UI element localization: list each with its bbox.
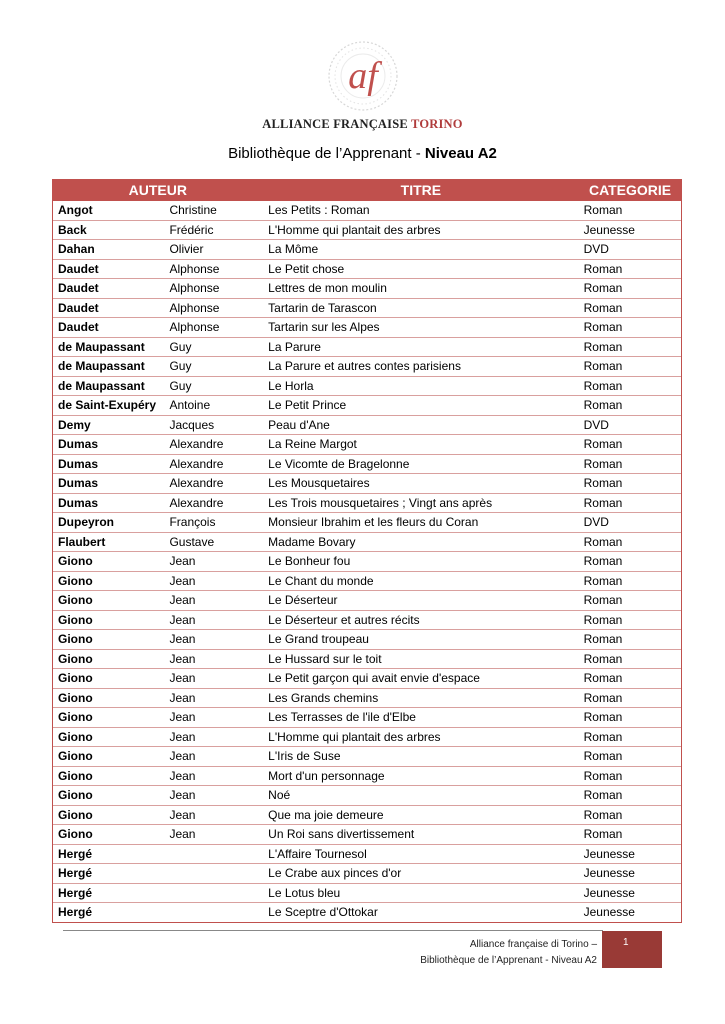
cell-titre: Les Trois mousquetaires ; Vingt ans après [263, 493, 578, 513]
cell-nom: de Saint-Exupéry [53, 396, 165, 416]
cell-titre: Lettres de mon moulin [263, 279, 578, 299]
cell-nom: de Maupassant [53, 376, 165, 396]
cell-titre: Le Petit chose [263, 259, 578, 279]
cell-titre: Les Mousquetaires [263, 474, 578, 494]
cell-titre: L'Affaire Tournesol [263, 844, 578, 864]
table-row [53, 688, 682, 708]
cell-titre: Le Sceptre d'Ottokar [263, 903, 578, 923]
cell-nom: Dahan [53, 240, 165, 260]
footer-line-2: Bibliothèque de l’Apprenant - Niveau A2 [420, 955, 597, 966]
cell-categorie: Roman [579, 747, 682, 767]
cell-prenom: Frédéric [164, 220, 263, 240]
cell-categorie: DVD [579, 513, 682, 533]
cell-prenom: Alexandre [164, 454, 263, 474]
cell-nom: Hergé [53, 883, 165, 903]
cell-nom: Dumas [53, 454, 165, 474]
cell-prenom: Jean [164, 571, 263, 591]
brand-name-part1: ALLIANCE FRANÇAISE [262, 117, 408, 131]
cell-prenom [164, 903, 263, 923]
table-row [53, 786, 682, 806]
cell-nom: Giono [53, 610, 165, 630]
cell-prenom: Christine [164, 201, 263, 221]
cell-prenom: Jean [164, 552, 263, 572]
cell-prenom: Alphonse [164, 298, 263, 318]
cell-nom: Hergé [53, 903, 165, 923]
table-row [53, 318, 682, 338]
cell-categorie: Roman [579, 337, 682, 357]
cell-categorie: Roman [579, 532, 682, 552]
cell-prenom [164, 844, 263, 864]
cell-nom: Angot [53, 201, 165, 221]
cell-categorie: Roman [579, 435, 682, 455]
cell-nom: Daudet [53, 298, 165, 318]
cell-categorie: Jeunesse [579, 220, 682, 240]
cell-prenom [164, 864, 263, 884]
cell-prenom: Jean [164, 630, 263, 650]
column-header-titre: TITRE [263, 180, 578, 201]
table-row [53, 220, 682, 240]
cell-nom: Giono [53, 552, 165, 572]
cell-titre: Le Lotus bleu [263, 883, 578, 903]
cell-nom: Giono [53, 591, 165, 611]
cell-nom: Giono [53, 630, 165, 650]
cell-nom: Dupeyron [53, 513, 165, 533]
cell-categorie: Roman [579, 610, 682, 630]
footer-divider [63, 930, 603, 931]
table-row [53, 259, 682, 279]
cell-categorie: Roman [579, 786, 682, 806]
cell-categorie: Roman [579, 708, 682, 728]
cell-categorie: Roman [579, 357, 682, 377]
cell-categorie: Roman [579, 552, 682, 572]
footer-line-1: Alliance française di Torino – [469, 939, 597, 950]
cell-categorie: Roman [579, 318, 682, 338]
cell-titre: Peau d'Ane [263, 415, 578, 435]
cell-categorie: Roman [579, 805, 682, 825]
cell-prenom: Jean [164, 747, 263, 767]
cell-titre: Un Roi sans divertissement [263, 825, 578, 845]
column-header-categorie: CATEGORIE [579, 180, 682, 201]
cell-titre: Le Crabe aux pinces d'or [263, 864, 578, 884]
cell-categorie: Roman [579, 727, 682, 747]
table-row [53, 337, 682, 357]
cell-titre: La Parure et autres contes parisiens [263, 357, 578, 377]
cell-nom: Daudet [53, 318, 165, 338]
document-title [0, 145, 725, 162]
cell-titre: Le Petit garçon qui avait envie d'espace [263, 669, 578, 689]
table-row [53, 279, 682, 299]
cell-categorie: Jeunesse [579, 864, 682, 884]
table-row [53, 493, 682, 513]
cell-prenom: Jean [164, 805, 263, 825]
cell-prenom: Jean [164, 649, 263, 669]
table-row [53, 474, 682, 494]
cell-prenom: Jean [164, 688, 263, 708]
cell-titre: Le Horla [263, 376, 578, 396]
cell-categorie: DVD [579, 240, 682, 260]
cell-nom: Flaubert [53, 532, 165, 552]
cell-nom: Giono [53, 766, 165, 786]
cell-categorie: DVD [579, 415, 682, 435]
table-row [53, 825, 682, 845]
table-body [53, 201, 682, 923]
cell-categorie: Roman [579, 454, 682, 474]
cell-titre: L'Homme qui plantait des arbres [263, 727, 578, 747]
cell-titre: Le Chant du monde [263, 571, 578, 591]
cell-categorie: Roman [579, 493, 682, 513]
cell-titre: La Môme [263, 240, 578, 260]
cell-nom: Giono [53, 786, 165, 806]
page-number: 1 [623, 937, 629, 948]
cell-titre: Noé [263, 786, 578, 806]
cell-prenom: Jean [164, 766, 263, 786]
cell-nom: Demy [53, 415, 165, 435]
cell-prenom: Jean [164, 825, 263, 845]
cell-nom: de Maupassant [53, 337, 165, 357]
cell-categorie: Roman [579, 688, 682, 708]
cell-prenom: Alphonse [164, 259, 263, 279]
cell-prenom: Alexandre [164, 493, 263, 513]
table-row [53, 630, 682, 650]
library-table [52, 179, 682, 923]
cell-categorie: Roman [579, 630, 682, 650]
cell-titre: La Reine Margot [263, 435, 578, 455]
cell-prenom: François [164, 513, 263, 533]
cell-nom: Back [53, 220, 165, 240]
cell-categorie: Roman [579, 591, 682, 611]
cell-categorie: Roman [579, 669, 682, 689]
cell-titre: Que ma joie demeure [263, 805, 578, 825]
table-row [53, 766, 682, 786]
table-row [53, 240, 682, 260]
cell-nom: Giono [53, 649, 165, 669]
cell-prenom: Alexandre [164, 474, 263, 494]
cell-prenom: Olivier [164, 240, 263, 260]
table-row [53, 805, 682, 825]
cell-titre: Les Grands chemins [263, 688, 578, 708]
table-row [53, 532, 682, 552]
table-row [53, 552, 682, 572]
cell-prenom: Jean [164, 708, 263, 728]
cell-prenom: Antoine [164, 396, 263, 416]
cell-nom: Giono [53, 571, 165, 591]
table-row [53, 376, 682, 396]
table-header-row [53, 180, 682, 201]
cell-titre: L'Homme qui plantait des arbres [263, 220, 578, 240]
cell-prenom: Jacques [164, 415, 263, 435]
brand-name [0, 117, 725, 132]
cell-categorie: Roman [579, 649, 682, 669]
table-row [53, 864, 682, 884]
cell-nom: Daudet [53, 259, 165, 279]
cell-categorie: Roman [579, 298, 682, 318]
cell-titre: Le Déserteur et autres récits [263, 610, 578, 630]
cell-prenom: Gustave [164, 532, 263, 552]
cell-prenom: Jean [164, 786, 263, 806]
cell-nom: de Maupassant [53, 357, 165, 377]
cell-nom: Dumas [53, 493, 165, 513]
table-row [53, 591, 682, 611]
table-row [53, 903, 682, 923]
cell-titre: Le Déserteur [263, 591, 578, 611]
cell-titre: Monsieur Ibrahim et les fleurs du Coran [263, 513, 578, 533]
table-row [53, 883, 682, 903]
cell-titre: Les Petits : Roman [263, 201, 578, 221]
table-row [53, 435, 682, 455]
footer-text [420, 937, 597, 969]
document-title-prefix: Bibliothèque de l’Apprenant - [228, 145, 421, 162]
table-row [53, 669, 682, 689]
cell-titre: Le Hussard sur le toit [263, 649, 578, 669]
cell-categorie: Roman [579, 766, 682, 786]
cell-nom: Giono [53, 747, 165, 767]
cell-nom: Giono [53, 825, 165, 845]
page-number-box [602, 931, 662, 968]
cell-prenom: Jean [164, 727, 263, 747]
table-row [53, 513, 682, 533]
cell-prenom: Guy [164, 337, 263, 357]
cell-titre: L'Iris de Suse [263, 747, 578, 767]
cell-titre: Le Bonheur fou [263, 552, 578, 572]
cell-nom: Giono [53, 708, 165, 728]
cell-nom: Giono [53, 669, 165, 689]
table-row [53, 201, 682, 221]
cell-nom: Dumas [53, 435, 165, 455]
cell-titre: Le Petit Prince [263, 396, 578, 416]
cell-prenom: Jean [164, 591, 263, 611]
table-row [53, 747, 682, 767]
cell-categorie: Roman [579, 825, 682, 845]
cell-categorie: Jeunesse [579, 903, 682, 923]
cell-categorie: Roman [579, 279, 682, 299]
logo-emblem-icon [321, 38, 405, 114]
cell-nom: Hergé [53, 844, 165, 864]
cell-categorie: Roman [579, 201, 682, 221]
cell-categorie: Jeunesse [579, 883, 682, 903]
cell-categorie: Roman [579, 376, 682, 396]
cell-prenom: Alphonse [164, 318, 263, 338]
cell-titre: Les Terrasses de l'ile d'Elbe [263, 708, 578, 728]
cell-prenom: Guy [164, 357, 263, 377]
cell-titre: Le Vicomte de Bragelonne [263, 454, 578, 474]
cell-titre: La Parure [263, 337, 578, 357]
cell-titre: Tartarin de Tarascon [263, 298, 578, 318]
cell-titre: Le Grand troupeau [263, 630, 578, 650]
cell-prenom: Jean [164, 669, 263, 689]
cell-categorie: Roman [579, 571, 682, 591]
cell-nom: Giono [53, 727, 165, 747]
brand-name-part2: TORINO [411, 117, 463, 131]
cell-categorie: Roman [579, 259, 682, 279]
cell-nom: Hergé [53, 864, 165, 884]
cell-nom: Dumas [53, 474, 165, 494]
table-row [53, 727, 682, 747]
cell-prenom: Alexandre [164, 435, 263, 455]
table-row [53, 571, 682, 591]
alliance-francaise-logo [0, 38, 725, 114]
cell-titre: Mort d'un personnage [263, 766, 578, 786]
cell-prenom [164, 883, 263, 903]
table-row [53, 357, 682, 377]
column-header-auteur: AUTEUR [53, 180, 264, 201]
table-row [53, 396, 682, 416]
table-row [53, 844, 682, 864]
cell-prenom: Guy [164, 376, 263, 396]
table-row [53, 415, 682, 435]
table-row [53, 454, 682, 474]
cell-titre: Tartarin sur les Alpes [263, 318, 578, 338]
cell-prenom: Alphonse [164, 279, 263, 299]
document-title-level: Niveau A2 [424, 145, 497, 162]
table-row [53, 649, 682, 669]
table-row [53, 708, 682, 728]
cell-categorie: Roman [579, 396, 682, 416]
logo-monogram: af [347, 55, 378, 97]
cell-categorie: Roman [579, 474, 682, 494]
cell-titre: Madame Bovary [263, 532, 578, 552]
cell-prenom: Jean [164, 610, 263, 630]
table-row [53, 298, 682, 318]
cell-nom: Daudet [53, 279, 165, 299]
table-row [53, 610, 682, 630]
cell-categorie: Jeunesse [579, 844, 682, 864]
cell-nom: Giono [53, 805, 165, 825]
cell-nom: Giono [53, 688, 165, 708]
